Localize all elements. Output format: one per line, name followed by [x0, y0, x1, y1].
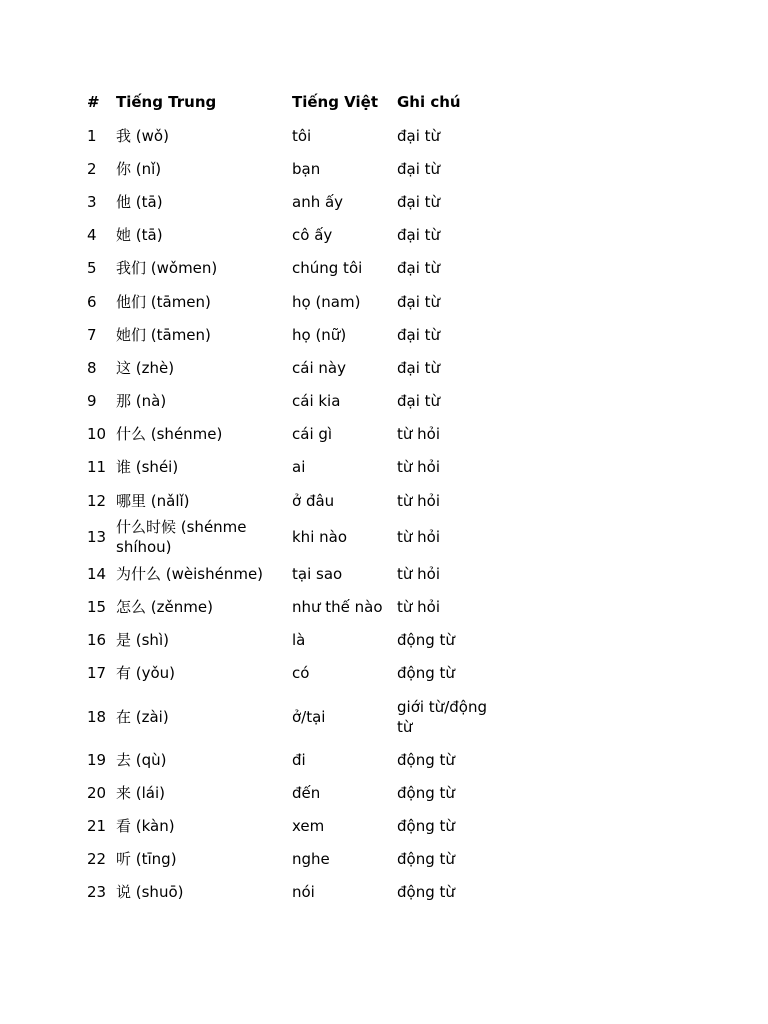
cell-note: đại từ: [397, 392, 441, 411]
cell-chinese: 你 (nǐ): [116, 159, 162, 178]
cell-note: động từ: [397, 750, 455, 769]
cell-vietnamese: tôi: [292, 126, 312, 145]
cell-note: từ hỏi: [397, 528, 441, 547]
cell-note: động từ: [397, 783, 455, 802]
cell-chinese: 她们 (tāmen): [116, 325, 211, 344]
cell-vietnamese: đến: [292, 783, 321, 802]
cell-note: từ hỏi: [397, 491, 441, 510]
table-header-row: [87, 85, 493, 119]
vocabulary-table: [87, 85, 493, 909]
cell-note: đại từ: [397, 159, 441, 178]
cell-note: đại từ: [397, 292, 441, 311]
cell-number: 2: [87, 159, 97, 178]
cell-chinese: 去 (qù): [116, 750, 167, 769]
table-row: [87, 590, 493, 623]
cell-note: động từ: [397, 664, 455, 683]
cell-note: đại từ: [397, 226, 441, 245]
cell-chinese: 我 (wǒ): [116, 126, 169, 145]
table-row: [87, 152, 493, 185]
table-header: [87, 85, 493, 119]
document-page: [87, 85, 687, 909]
cell-chinese: 有 (yǒu): [116, 664, 176, 683]
cell-chinese: 什么时候 (shénme shíhou): [116, 518, 247, 557]
cell-vietnamese: như thế nào: [292, 598, 383, 617]
cell-number: 14: [87, 564, 107, 583]
table-row: [87, 743, 493, 776]
cell-vietnamese: tại sao: [292, 564, 343, 583]
cell-chinese: 我们 (wǒmen): [116, 259, 218, 278]
cell-vietnamese: cái gì: [292, 425, 333, 444]
cell-chinese: 哪里 (nǎlǐ): [116, 491, 190, 510]
table-row: [87, 385, 493, 418]
cell-vietnamese: cô ấy: [292, 226, 333, 245]
cell-note: đại từ: [397, 126, 441, 145]
cell-chinese: 听 (tīng): [116, 850, 177, 869]
table-row: [87, 484, 493, 517]
cell-number: 3: [87, 192, 97, 211]
cell-number: 13: [87, 528, 107, 547]
cell-note: từ hỏi: [397, 425, 441, 444]
table-row: [87, 776, 493, 809]
cell-number: 8: [87, 358, 97, 377]
cell-vietnamese: ai: [292, 458, 306, 477]
cell-vietnamese: đi: [292, 750, 306, 769]
cell-note: từ hỏi: [397, 598, 441, 617]
cell-chinese: 为什么 (wèishénme): [116, 564, 264, 583]
cell-vietnamese: ở/tại: [292, 707, 326, 726]
table-row: [87, 252, 493, 285]
table-row: [87, 119, 493, 152]
cell-number: 5: [87, 259, 97, 278]
cell-vietnamese: cái này: [292, 358, 346, 377]
cell-number: 15: [87, 598, 107, 617]
cell-number: 20: [87, 783, 107, 802]
header-vietnamese: Tiếng Việt: [292, 93, 379, 111]
cell-chinese: 他们 (tāmen): [116, 292, 211, 311]
cell-chinese: 那 (nà): [116, 392, 167, 411]
cell-chinese: 来 (lái): [116, 783, 165, 802]
cell-chinese: 怎么 (zěnme): [116, 598, 213, 617]
cell-note: động từ: [397, 850, 455, 869]
cell-note: đại từ: [397, 259, 441, 278]
cell-number: 6: [87, 292, 97, 311]
cell-number: 10: [87, 425, 107, 444]
cell-vietnamese: họ (nữ): [292, 325, 347, 344]
table-row: [87, 318, 493, 351]
table-row: [87, 876, 493, 909]
cell-note: từ hỏi: [397, 564, 441, 583]
table-row: [87, 219, 493, 252]
table-row: [87, 451, 493, 484]
cell-note: động từ: [397, 631, 455, 650]
cell-vietnamese: nghe: [292, 850, 330, 869]
cell-vietnamese: xem: [292, 816, 325, 835]
table-row: [87, 657, 493, 690]
cell-vietnamese: khi nào: [292, 528, 348, 547]
cell-chinese: 她 (tā): [116, 226, 163, 245]
cell-number: 12: [87, 491, 107, 510]
cell-chinese: 谁 (shéi): [116, 458, 179, 477]
cell-note: động từ: [397, 816, 455, 835]
cell-chinese: 这 (zhè): [116, 358, 175, 377]
cell-number: 17: [87, 664, 107, 683]
table-row: [87, 624, 493, 657]
cell-number: 16: [87, 631, 107, 650]
cell-number: 9: [87, 392, 97, 411]
cell-chinese: 看 (kàn): [116, 816, 175, 835]
table-row: [87, 809, 493, 842]
table-body: [87, 119, 493, 909]
table-row: [87, 843, 493, 876]
cell-chinese: 什么 (shénme): [116, 425, 223, 444]
table-row: [87, 285, 493, 318]
cell-vietnamese: nói: [292, 883, 315, 902]
cell-chinese: 说 (shuō): [116, 883, 184, 902]
cell-chinese: 是 (shì): [116, 631, 169, 650]
cell-note: đại từ: [397, 358, 441, 377]
cell-note: đại từ: [397, 325, 441, 344]
cell-vietnamese: anh ấy: [292, 192, 344, 211]
cell-vietnamese: cái kia: [292, 392, 341, 411]
cell-chinese: 在 (zài): [116, 707, 169, 726]
cell-vietnamese: là: [292, 631, 306, 650]
cell-vietnamese: ở đâu: [292, 491, 335, 510]
header-note: Ghi chú: [397, 93, 461, 111]
cell-note: động từ: [397, 883, 455, 902]
table-row: [87, 517, 493, 557]
cell-number: 11: [87, 458, 107, 477]
cell-note: từ hỏi: [397, 458, 441, 477]
table-row: [87, 351, 493, 384]
cell-vietnamese: họ (nam): [292, 292, 361, 311]
cell-number: 18: [87, 707, 107, 726]
cell-number: 4: [87, 226, 97, 245]
cell-number: 23: [87, 883, 107, 902]
cell-number: 7: [87, 325, 97, 344]
cell-chinese: 他 (tā): [116, 192, 163, 211]
cell-note: giới từ/động từ: [397, 697, 487, 736]
cell-number: 21: [87, 816, 107, 835]
cell-number: 1: [87, 126, 97, 145]
cell-vietnamese: chúng tôi: [292, 259, 363, 278]
cell-vietnamese: có: [292, 664, 310, 683]
cell-number: 22: [87, 850, 107, 869]
cell-note: đại từ: [397, 192, 441, 211]
table-row: [87, 418, 493, 451]
table-row: [87, 690, 493, 743]
cell-number: 19: [87, 750, 107, 769]
table-row: [87, 557, 493, 590]
table-row: [87, 185, 493, 218]
header-chinese: Tiếng Trung: [116, 93, 217, 111]
header-number: #: [87, 93, 100, 111]
cell-vietnamese: bạn: [292, 159, 321, 178]
